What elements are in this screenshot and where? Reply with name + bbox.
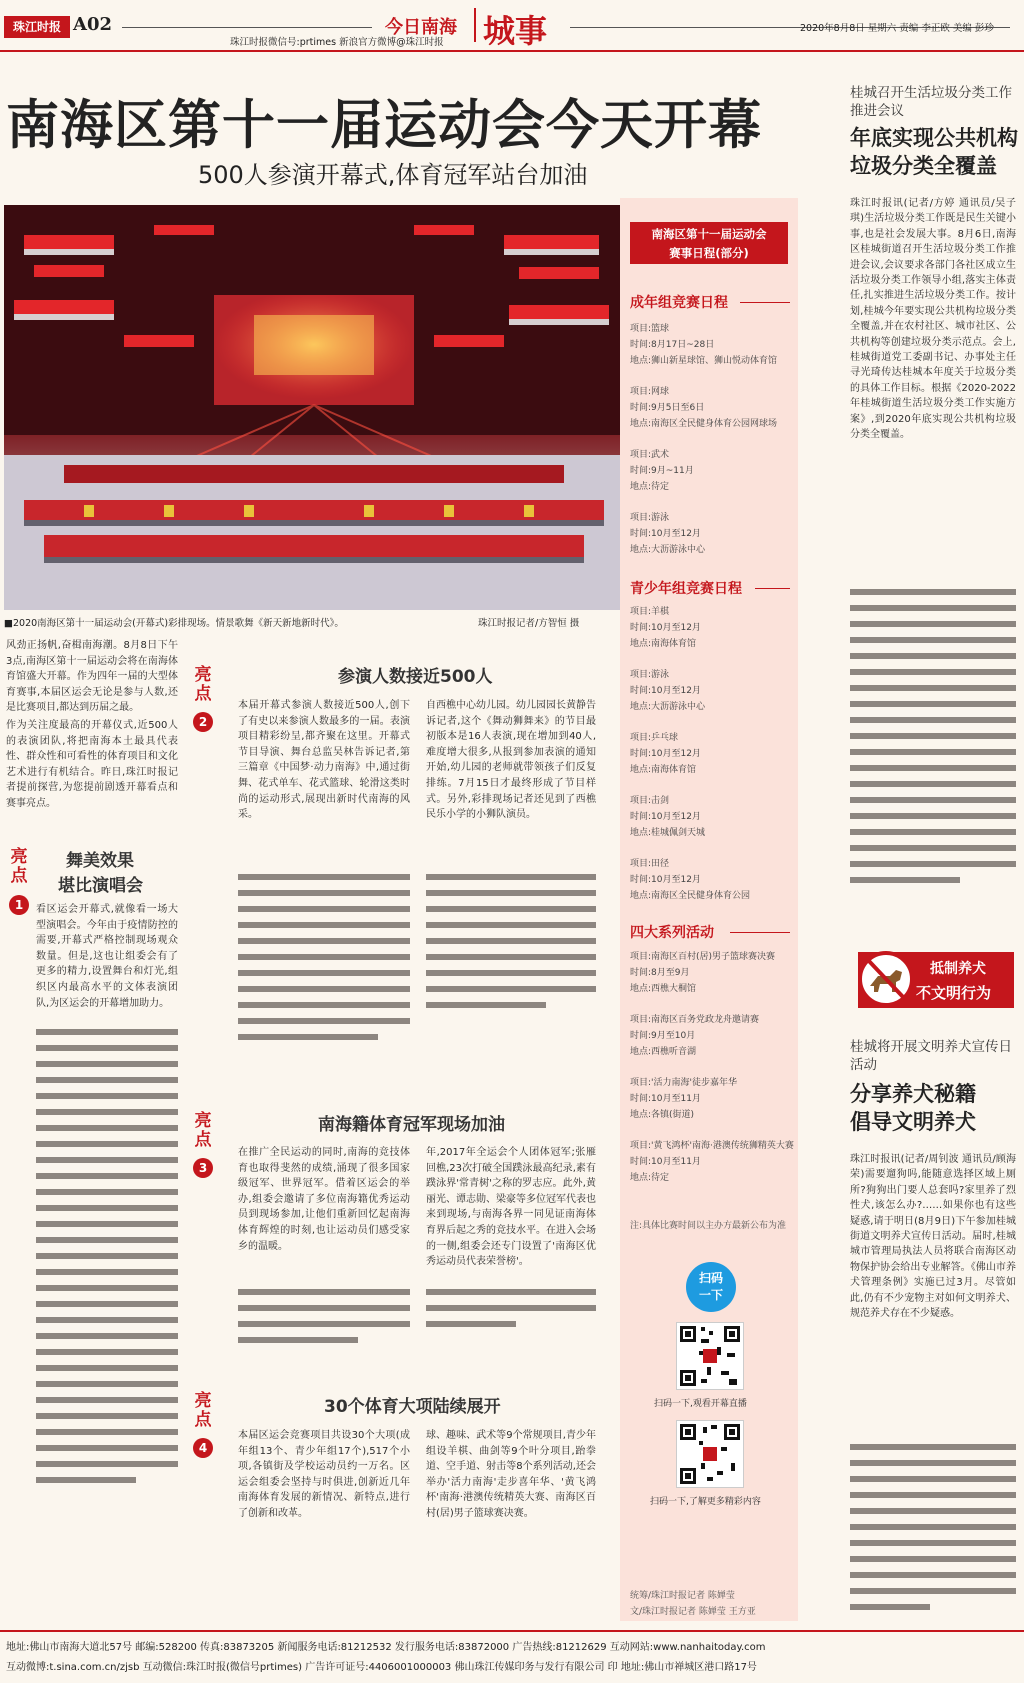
- highlight-number-2: 2: [193, 712, 213, 732]
- scan-badge: 扫码 一下: [686, 1262, 736, 1312]
- lead-paragraph-1: 风劲正扬帆,奋楫南海潮。8月8日下午3点,南海区第十一届运动会将在南海体育馆盛大开幕。作为四年一届的大型体育赛事,本届区运会无论是参与人数,还是比赛项目,都达到历届之最。: [6, 640, 178, 714]
- section-divider: [474, 8, 476, 42]
- right-article-kicker: 桂城召开生活垃圾分类工作推进会议: [850, 85, 1012, 119]
- newspaper-logo: 珠江时报: [4, 16, 70, 38]
- text-lines-illustration: [238, 1285, 596, 1365]
- schedule-title-line2: 赛事日程(部分): [669, 246, 749, 260]
- right-article-headline-line1: 年底实现公共机构: [850, 125, 1018, 150]
- byline-writers: 文/珠江时报记者 陈婵莹 王方亚: [630, 1607, 756, 1617]
- text-lines-illustration: [36, 1025, 178, 1495]
- schedule-event: 项目:乒乓球 时间:10月至12月 地点:南海体育馆: [630, 733, 701, 775]
- photo-caption: ■2020南海区第十一届运动会(开幕式)彩排现场。情景歌舞《新天新地新时代》。: [4, 618, 344, 629]
- photo-credit: 珠江时报记者/方智恒 摄: [478, 618, 580, 629]
- highlight-tag-3: 亮点: [194, 1111, 212, 1150]
- highlight-1-title-line1: 舞美效果: [66, 851, 134, 871]
- group-rule: [730, 932, 790, 933]
- schedule-title-line1: 南海区第十一届运动会: [651, 227, 767, 241]
- stage-illustration: [4, 205, 622, 610]
- highlight-tag-1: 亮点: [10, 847, 28, 886]
- section-title: 城事: [483, 12, 548, 50]
- right-article-text: 珠江时报讯(记者/方婷 通讯员/吴子琪)生活垃圾分类工作既是民生关键小事,也是社会发展大事。8月6日,南海区桂城街道召开生活垃圾分类工作推进会议,会议要求各部门各社区成立生活垃圾分类工作领导小组,落实主体责任,扎实推进生活垃圾分类工作。按计划,桂城今年要实现公共机构垃圾分类全覆盖,并在农村社区、城市社区、公共机构等创建垃圾分类示范点。会上,桂城街道党工委副书记、办事处主任寻光琦传达桂城本年度关于垃圾分类的具体工作目标。根据《2020-2022年桂城街道生活垃圾分类工作实施方案》,到2020年底实现公共机构垃圾分类全覆盖。: [850, 198, 1016, 441]
- highlight-number-3: 3: [193, 1158, 213, 1178]
- text-lines-illustration: [850, 585, 1016, 905]
- header-rule-left: [122, 27, 372, 28]
- main-subhead: 500人参演开幕式,体育冠军站台加油: [198, 161, 588, 189]
- highlight-number-1: 1: [9, 895, 29, 915]
- schedule-title: [630, 222, 788, 264]
- schedule-event: 项目:羊棋 时间:10月至12月 地点:南海体育馆: [630, 607, 701, 649]
- dog-article-headline-line1: 分享养犬秘籍: [850, 1081, 976, 1106]
- qr-code-live[interactable]: [676, 1322, 744, 1390]
- group-rule: [755, 588, 790, 589]
- schedule-event: 项目:'黄飞鸿杯'南海·港澳传统狮精英大赛 时间:10月至11月 地点:待定: [630, 1141, 794, 1183]
- qr-code-icon: [677, 1421, 743, 1487]
- dog-article-kicker: 桂城将开展文明养犬宣传日活动: [850, 1039, 1012, 1073]
- schedule-event: 项目:网球 时间:9月5日至6日 地点:南海区全民健身体育公园网球场: [630, 387, 778, 429]
- highlight-2-title: 参演人数接近500人: [338, 667, 493, 687]
- banner-line2: 不文明行为: [916, 984, 992, 1002]
- text-lines-illustration: [238, 870, 596, 1060]
- schedule-event: 项目:田径 时间:10月至12月 地点:南海区全民健身体育公园: [630, 859, 751, 901]
- masthead: [0, 0, 1024, 52]
- schedule-event: 项目:击剑 时间:10月至12月 地点:桂城佩剑天城: [630, 796, 706, 838]
- qr-caption-live: 扫码一下,观看开幕直播: [654, 1399, 747, 1409]
- schedule-event: 项目:'活力南海'徒步嘉年华 时间:10月至11月 地点:各镇(街道): [630, 1078, 737, 1120]
- weibo-line: 珠江时报微信号:prtimes 新浪官方微博@珠江时报: [230, 37, 444, 48]
- highlight-4-text-col2: 球、趣味、武术等9个常规项目,青少年组设羊棋、曲剑等9个叶分项目,跆拳道、空手道、射击等8个系列活动,还会举办'活力南海'走步喜年华、'黄飞鸿杯'南海·港澳传统精英大赛、南海区百村(居)男子篮球赛决赛。: [426, 1430, 596, 1519]
- qr-code-more[interactable]: [676, 1420, 744, 1488]
- highlight-3-text-col2: 年,2017年全运会个人团体冠军;张雁回樵,23次打破全国蹼泳最高纪录,素有蹼泳界'常青树'之称的罗志应。此外,黄丽光、谭志勋、梁豪等多位冠军代表也来到现场,与南海各界一同见证南海体育界后起之秀的竞技水平。在进入会场的一侧,组委会还专门设置了'南海区优秀运动员代表荣誉榜'。: [426, 1147, 596, 1268]
- highlight-3-continued-text: [238, 1285, 596, 1365]
- no-dog-icon: [856, 946, 916, 1012]
- page-number: A02: [73, 14, 113, 35]
- schedule-event: 项目:篮球 时间:8月17日~28日 地点:狮山新星球馆、狮山悦动体育馆: [630, 324, 778, 366]
- dog-article-headline-line2: 倡导文明养犬: [850, 1109, 976, 1134]
- highlight-1-continued-text: [36, 1025, 178, 1495]
- dog-banner: [858, 952, 1014, 1008]
- section-subtitle: 今日南海: [385, 17, 457, 38]
- dog-article-text: 珠江时报讯(记者/周钊波 通讯员/顾海荣)需要遛狗吗,能随意选择区域上厕所?狗狗出门要人总套吗?家里养了烈性犬,该怎么办?……如果你也有这些疑惑,请于明日(8月9日)下午参加桂城街道文明养犬宣传日活动。届时,桂城城市管理局执法人员将联合南海区动物保护协会给出专业解答。《佛山市养犬管理条例》实施已过3月。尽管如此,仍有不少宠物主对如何文明养犬、规范养犬存在不少疑惑。: [850, 1154, 1016, 1320]
- highlight-1-text: 看区运会开幕式,就像看一场大型演唱会。今年由于疫情防控的需要,开幕式严格控制现场观众数量。但是,这也让组委会有了更多的精力,设置舞台和灯光,组织区内最高水平的文体表演团队,为区运会的开幕增加助力。: [36, 904, 178, 1009]
- highlight-2-continued-text: [238, 870, 596, 1060]
- schedule-event: 项目:南海区百村(居)男子篮球赛决赛 时间:8月至9月 地点:西樵大桐馆: [630, 952, 776, 994]
- highlight-1-title-line2: 堪比演唱会: [58, 876, 143, 896]
- right-article-headline-line2: 垃圾分类全覆盖: [850, 153, 997, 178]
- schedule-group-activities: 四大系列活动: [630, 925, 714, 941]
- schedule-group-youth: 青少年组竞赛日程: [630, 581, 742, 597]
- qr-caption-more: 扫码一下,了解更多精彩内容: [650, 1497, 761, 1507]
- group-rule: [740, 302, 790, 303]
- right-article-continued-text: [850, 585, 1016, 905]
- schedule-event: 项目:游泳 时间:10月至12月 地点:大沥游泳中心: [630, 670, 706, 712]
- footer: [0, 1630, 1024, 1683]
- highlight-3-title: 南海籍体育冠军现场加油: [318, 1115, 505, 1135]
- schedule-group-adult: 成年组竞赛日程: [630, 295, 728, 311]
- schedule-event: 项目:南海区百务党政龙舟邀请赛 时间:9月至10月 地点:西樵听音湖: [630, 1015, 760, 1057]
- highlight-3-text-col1: 在推广全民运动的同时,南海的竞技体育也取得斐然的成绩,涌现了很多国家级冠军、世界冠军。借着区运会的举办,组委会邀请了多位南海籍优秀运动员到现场参加,让他们重新回忆起南海体育辉煌的时刻,也让运动员们感受家乡的温暖。: [238, 1147, 410, 1252]
- highlight-number-4: 4: [193, 1438, 213, 1458]
- footer-line2: 互动微博:t.sina.com.cn/zjsb 互动微信:珠江时报(微信号prtimes) 广告许可证号:4406001000003 佛山珠江传媒印务与发行有限公司 印 地址:佛山市禅城区港口路17号: [6, 1662, 757, 1673]
- text-lines-illustration: [850, 1440, 1016, 1620]
- opening-ceremony-photo: [4, 205, 622, 610]
- highlight-2-text-col2: 自西樵中心幼儿园。幼儿园园长黄静告诉记者,这个《舞动狮舞来》的节目最初版本是16人表演,现在增加到40人,难度增大很多,从报到参加表演的通知开始,幼儿园的老师就带领孩子们反复排练。7月15日才最终形成了节目样式。另外,彩排现场记者还见到了西樵民乐小学的小狮队演员。: [426, 700, 596, 821]
- highlight-4-title: 30个体育大项陆续展开: [324, 1397, 501, 1417]
- highlight-4-text-col1: 本届区运会竞赛项目共设30个大项(成年组13个、青少年组17个),517个小项,各镇街及学校运动员约一万名。区运会组委会坚持与时俱进,创新近几年南海体育发展的新情况、新特点,进行了创新和改革。: [238, 1430, 410, 1519]
- schedule-note: 注:具体比赛时间以主办方最新公布为准: [630, 1221, 787, 1231]
- lead-paragraph-2: 作为关注度最高的开幕仪式,近500人的表演团队,将把南海本土最具代表性、群众性和可看性的体育项目和文化艺术进行有机结合。昨日,珠江时报记者提前探营,为您提前剧透开幕看点和赛事亮点。: [6, 720, 178, 809]
- byline-coordinator: 统筹/珠江时报记者 陈婵莹: [630, 1591, 735, 1601]
- banner-line1: 抵制养犬: [930, 961, 986, 977]
- schedule-event: 项目:武术 时间:9月~11月 地点:待定: [630, 450, 694, 492]
- qr-code-icon: [677, 1323, 743, 1389]
- highlight-tag-2: 亮点: [194, 665, 212, 704]
- dog-article-continued-text: [850, 1440, 1016, 1620]
- dateline: 2020年8月8日 星期六 责编 李正欧 美编 彭珍: [800, 23, 994, 34]
- highlight-tag-4: 亮点: [194, 1391, 212, 1430]
- highlight-2-text-col1: 本届开幕式参演人数接近500人,创下了有史以来参演人数最多的一届。表演项目精彩纷呈,都齐聚在这里。开幕式节目导演、舞台总监吴林告诉记者,第三篇章《中国梦·动力南海》中,通过街舞、花式单车、花式篮球、轮滑这类时尚的运动形式,展现出新时代南海的风采。: [238, 700, 410, 821]
- schedule-event: 项目:游泳 时间:10月至12月 地点:大沥游泳中心: [630, 513, 706, 555]
- footer-line1: 地址:佛山市南海大道北57号 邮编:528200 传真:83873205 新闻服务电话:81212532 发行服务电话:83872000 广告热线:81212629 互动网站:www.nanhaitoday.com: [6, 1642, 766, 1653]
- main-headline: 南海区第十一届运动会今天开幕: [6, 94, 762, 156]
